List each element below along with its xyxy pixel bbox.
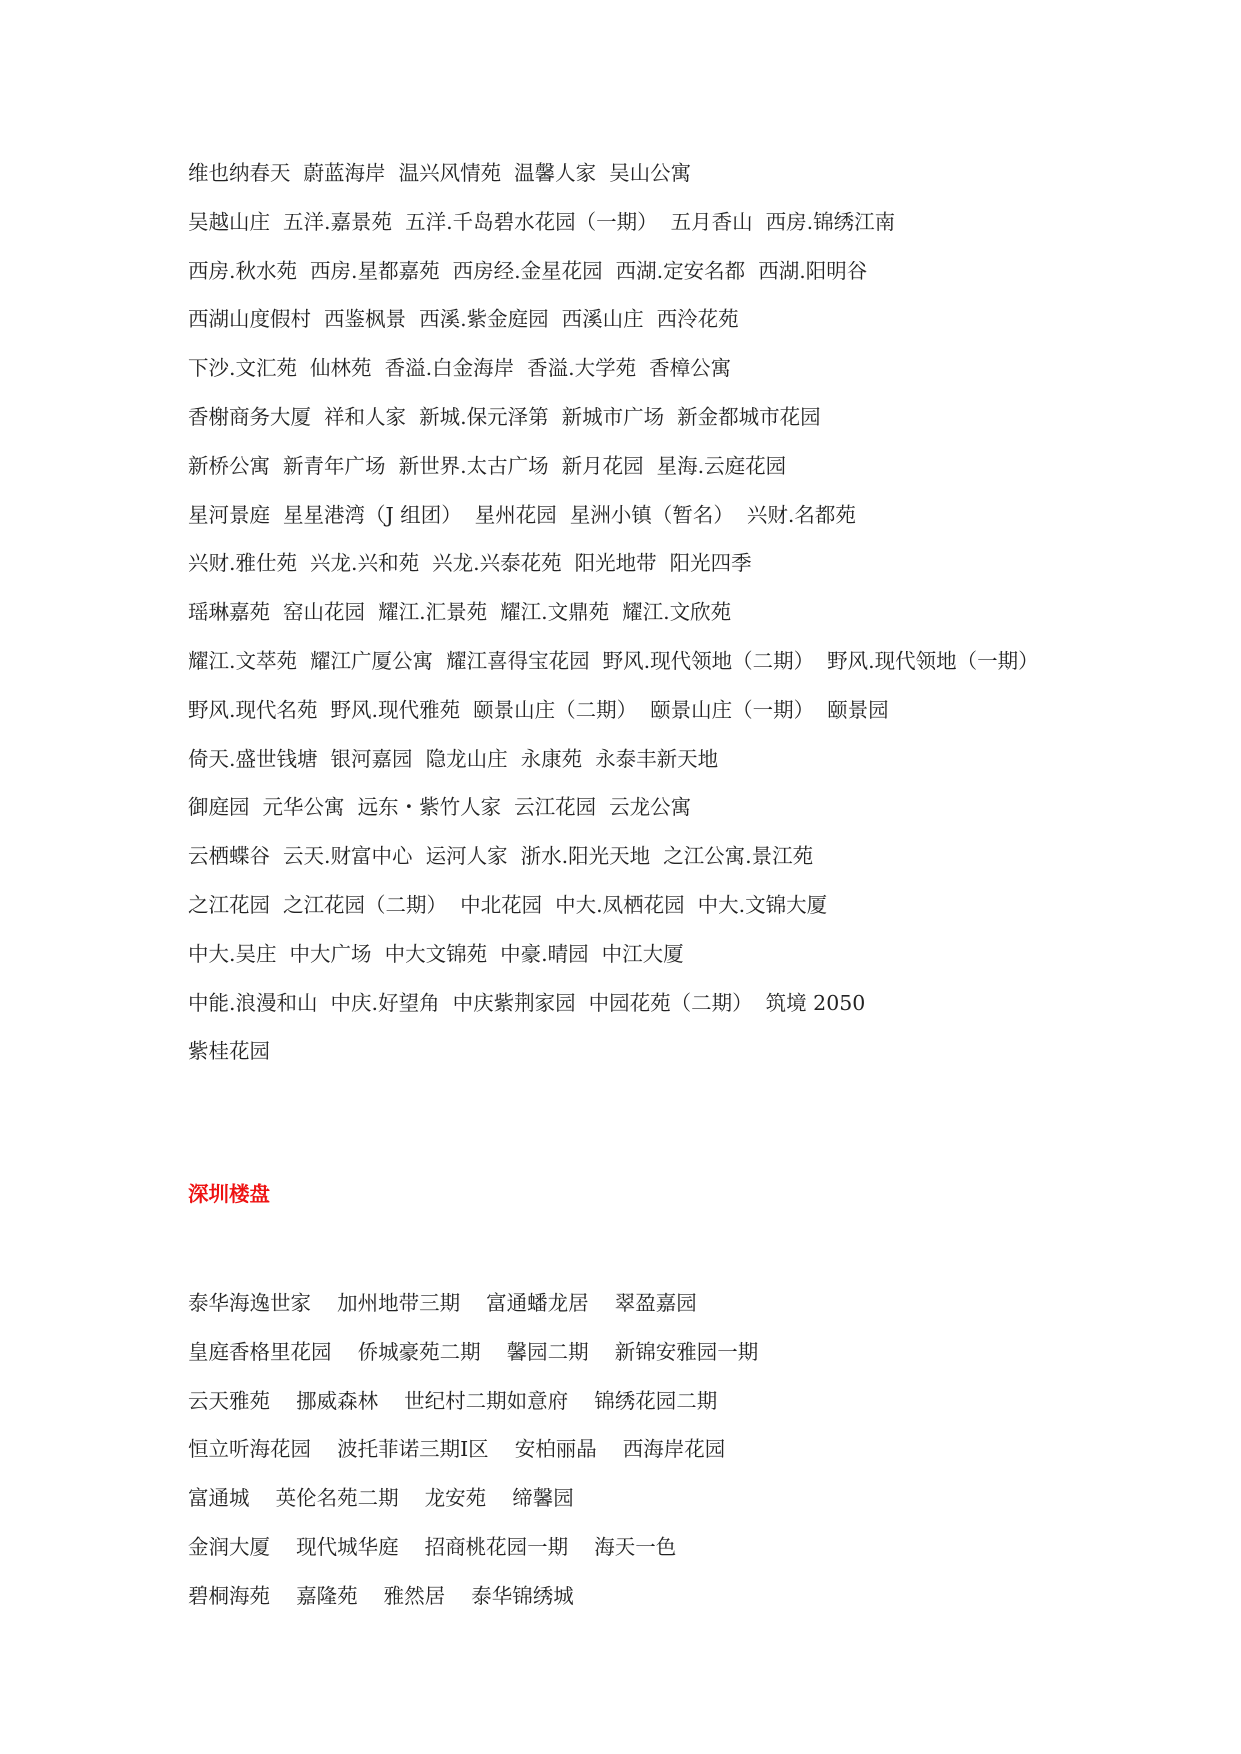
property-line: 富通城 英伦名苑二期 龙安苑 缔馨园: [188, 1486, 574, 1511]
property-line: 西湖山度假村 西鉴枫景 西溪.紫金庭园 西溪山庄 西泠花苑: [188, 307, 739, 332]
property-line: 中大.吴庄 中大广场 中大文锦苑 中豪.晴园 中江大厦: [188, 941, 684, 966]
property-line: 野风.现代名苑 野风.现代雅苑 颐景山庄（二期） 颐景山庄（一期） 颐景园: [188, 697, 889, 722]
hangzhou-property-list: [188, 157, 1039, 1084]
property-line: 碧桐海苑 嘉隆苑 雅然居 泰华锦绣城: [188, 1583, 574, 1608]
property-line: 吴越山庄 五洋.嘉景苑 五洋.千岛碧水花园（一期） 五月香山 西房.锦绣江南: [188, 209, 896, 234]
property-line: 泰华海逸世家 加州地带三期 富通蟠龙居 翠盈嘉园: [188, 1291, 697, 1315]
shenzhen-property-list: [188, 1287, 758, 1629]
property-line: 云天雅苑 挪威森林 世纪村二期如意府 锦绣花园二期: [188, 1388, 718, 1413]
shenzhen-section-heading: 深圳楼盘: [188, 1182, 270, 1206]
property-line: 御庭园 元华公寓 远东・紫竹人家 云江花园 云龙公寓: [188, 795, 692, 820]
property-line: 兴财.雅仕苑 兴龙.兴和苑 兴龙.兴泰花苑 阳光地带 阳光四季: [188, 551, 752, 576]
property-line: 耀江.文萃苑 耀江广厦公寓 耀江喜得宝花园 野风.现代领地（二期） 野风.现代领地（一期）: [188, 648, 1039, 673]
property-line: 恒立听海花园 波托菲诺三期Ⅰ区 安柏丽晶 西海岸花园: [188, 1437, 726, 1462]
property-line: 之江花园 之江花园（二期） 中北花园 中大.凤栖花园 中大.文锦大厦: [188, 892, 828, 917]
property-line: 金润大厦 现代城华庭 招商桃花园一期 海天一色: [188, 1534, 677, 1559]
property-line: 瑶琳嘉苑 窑山花园 耀江.汇景苑 耀江.文鼎苑 耀江.文欣苑: [188, 600, 732, 625]
property-line: 皇庭香格里花园 侨城豪苑二期 馨园二期 新锦安雅园一期: [188, 1339, 759, 1364]
property-line: 新桥公寓 新青年广场 新世界.太古广场 新月花园 星海.云庭花园: [188, 453, 787, 478]
property-line: 西房.秋水苑 西房.星都嘉苑 西房经.金星花园 西湖.定安名都 西湖.阳明谷: [188, 258, 868, 283]
property-line: 倚天.盛世钱塘 银河嘉园 隐龙山庄 永康苑 永泰丰新天地: [188, 746, 719, 771]
property-line: 下沙.文汇苑 仙林苑 香溢.白金海岸 香溢.大学苑 香樟公寓: [188, 356, 732, 381]
property-line: 香榭商务大厦 祥和人家 新城.保元泽第 新城市广场 新金都城市花园: [188, 404, 821, 429]
property-line: 云栖蝶谷 云天.财富中心 运河人家 浙水.阳光天地 之江公寓.景江苑: [188, 844, 814, 869]
property-line: 星河景庭 星星港湾（J 组团） 星州花园 星洲小镇（暂名） 兴财.名都苑: [188, 502, 856, 527]
property-line: 紫桂花园: [188, 1039, 270, 1064]
property-line: 维也纳春天 蔚蓝海岸 温兴风情苑 温馨人家 吴山公寓: [188, 161, 692, 185]
property-line: 中能.浪漫和山 中庆.好望角 中庆紫荆家园 中园花苑（二期） 筑境 2050: [188, 990, 866, 1015]
